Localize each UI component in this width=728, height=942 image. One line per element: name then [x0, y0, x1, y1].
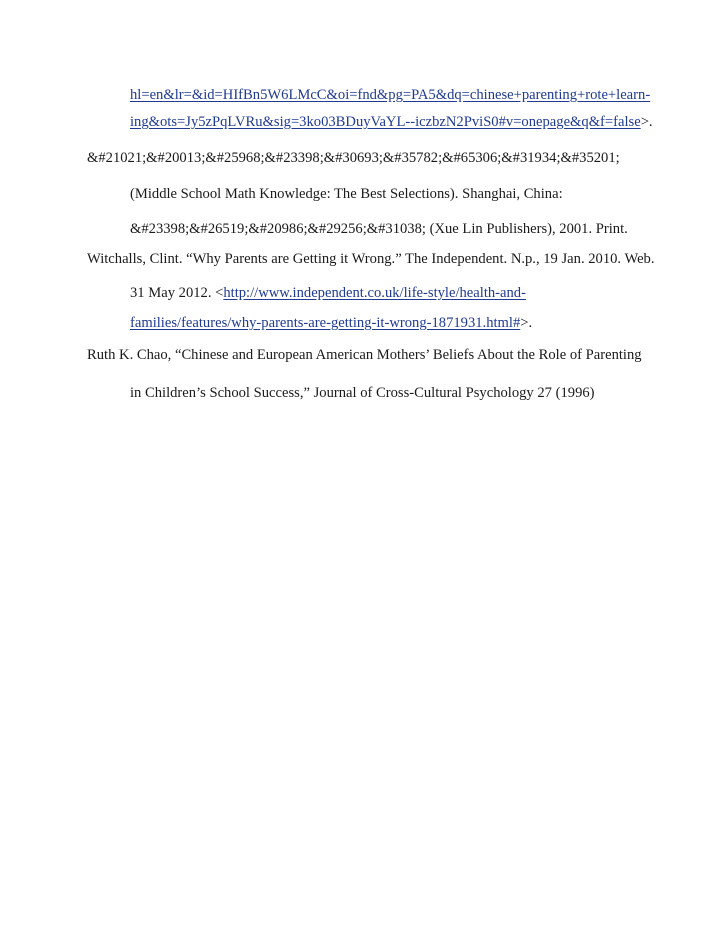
reference-text: (Middle School Math Knowledge: The Best Selections). Shanghai, China: — [130, 186, 563, 202]
reference-4-line-1 — [87, 346, 642, 364]
reference-1-line-1 — [130, 86, 650, 104]
reference-text: &#23398;&#26519;&#20986;&#29256;&#31038; (Xue Lin Publishers), 2001. Print. — [130, 221, 628, 237]
reference-text: 31 May 2012. < — [130, 285, 224, 301]
reference-url-link[interactable]: ing&ots=Jy5zPqLVRu&sig=3ko03BDuyVaYL--iczbzN2PviS0#v=onepage&q&f=false — [130, 114, 641, 130]
reference-1-line-2 — [130, 113, 653, 131]
reference-text: Witchalls, Clint. “Why Parents are Getting it Wrong.” The Independent. N.p., 19 Jan. 2010. Web. — [87, 251, 655, 267]
reference-text: >. — [520, 315, 533, 331]
reference-2-line-2 — [130, 185, 563, 203]
reference-text: in Children’s School Success,” Journal of Cross-Cultural Psychology 27 (1996) — [130, 385, 595, 401]
reference-4-line-2 — [130, 384, 595, 402]
reference-text: Ruth K. Chao, “Chinese and European American Mothers’ Beliefs About the Role of Parenting — [87, 347, 642, 363]
reference-2-line-1 — [87, 149, 620, 167]
reference-text: &#21021;&#20013;&#25968;&#23398;&#30693;&#35782;&#65306;&#31934;&#35201; — [87, 150, 620, 166]
reference-3-line-3 — [130, 314, 532, 332]
reference-3-line-2 — [130, 284, 526, 302]
reference-url-link[interactable]: http://www.independent.co.uk/life-style/health-and- — [223, 285, 526, 301]
reference-text: >. — [640, 114, 653, 130]
reference-3-line-1 — [87, 250, 655, 268]
reference-url-link[interactable]: hl=en&lr=&id=HIfBn5W6LMcC&oi=fnd&pg=PA5&dq=chinese+parenting+rote+learn- — [130, 87, 651, 103]
reference-2-line-3 — [130, 220, 628, 238]
reference-url-link[interactable]: families/features/why-parents-are-getting-it-wrong-1871931.html# — [130, 315, 521, 331]
